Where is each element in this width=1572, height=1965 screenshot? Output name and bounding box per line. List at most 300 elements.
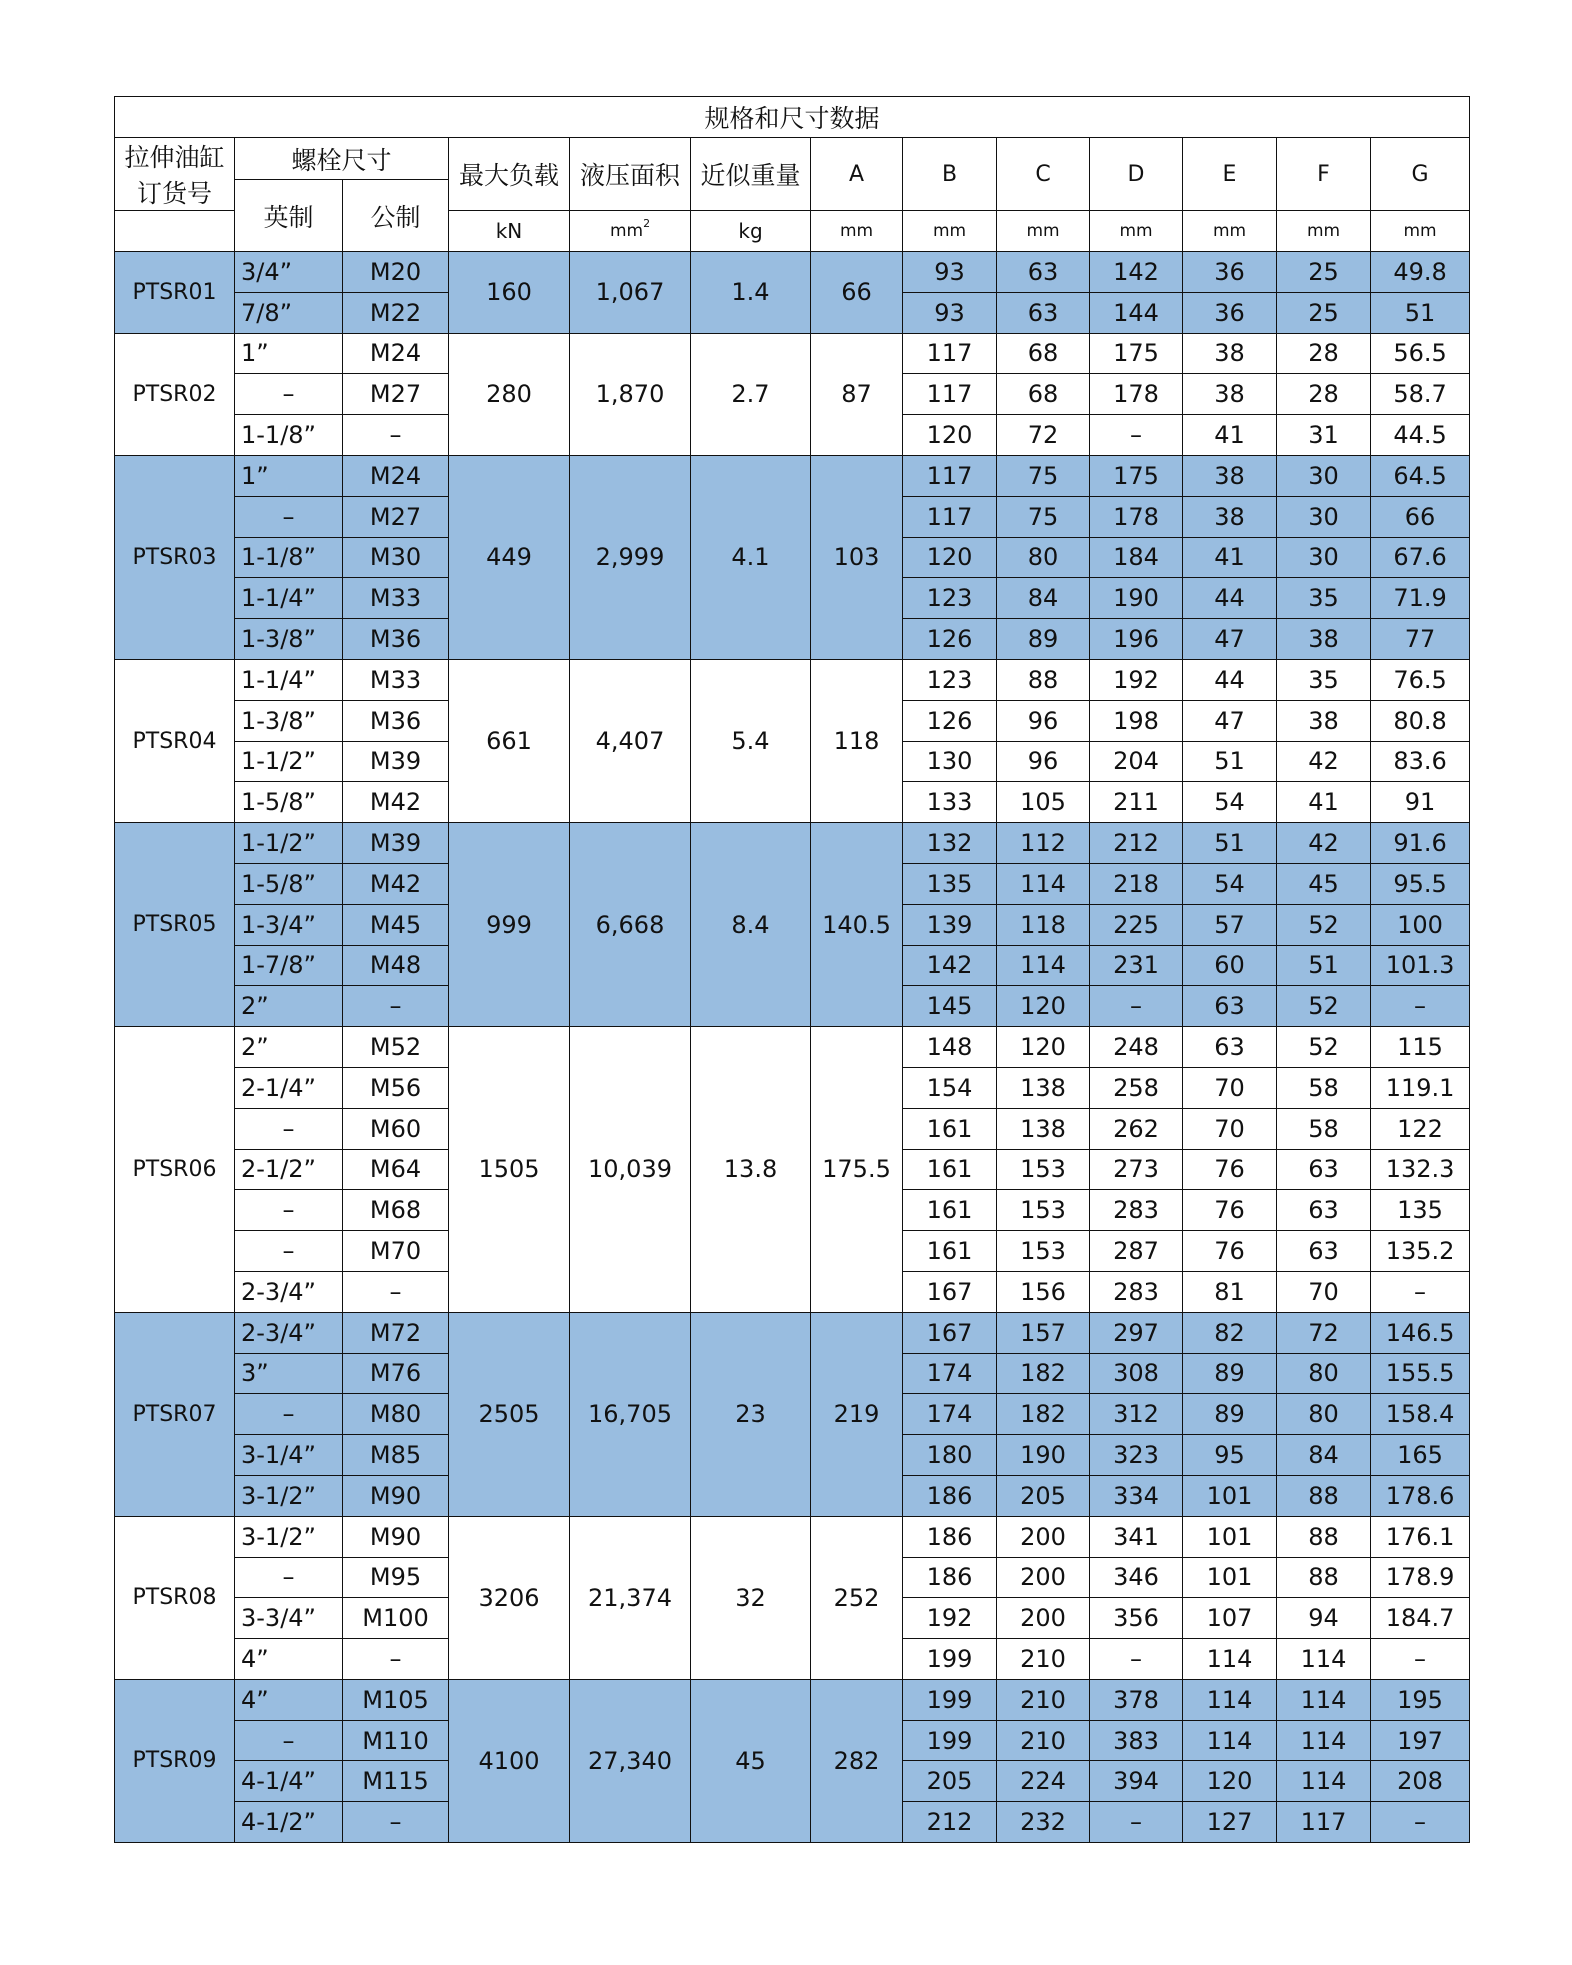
imperial-cell: 1” bbox=[235, 333, 343, 374]
col-b-cell: 180 bbox=[903, 1435, 997, 1476]
table-row bbox=[115, 455, 1470, 496]
imperial-cell: 1” bbox=[235, 455, 343, 496]
col-c-cell: 210 bbox=[997, 1679, 1090, 1720]
col-g-cell: – bbox=[1371, 1271, 1470, 1312]
metric-cell: M90 bbox=[343, 1475, 449, 1516]
col-c-cell: 156 bbox=[997, 1271, 1090, 1312]
header-col-f: F bbox=[1277, 138, 1371, 211]
weight-cell: 5.4 bbox=[691, 659, 811, 822]
col-f-cell: 35 bbox=[1277, 659, 1371, 700]
col-a-cell: 66 bbox=[811, 252, 903, 334]
col-e-cell: 95 bbox=[1183, 1435, 1277, 1476]
col-g-cell: 135 bbox=[1371, 1190, 1470, 1231]
col-b-cell: 161 bbox=[903, 1231, 997, 1272]
col-d-cell: 184 bbox=[1090, 537, 1183, 578]
col-c-cell: 96 bbox=[997, 700, 1090, 741]
table-row bbox=[115, 1516, 1470, 1557]
col-f-cell: 80 bbox=[1277, 1394, 1371, 1435]
col-g-cell: 83.6 bbox=[1371, 741, 1470, 782]
col-g-cell: 71.9 bbox=[1371, 578, 1470, 619]
area-cell: 1,870 bbox=[570, 333, 691, 455]
col-b-cell: 174 bbox=[903, 1394, 997, 1435]
col-g-cell: 184.7 bbox=[1371, 1598, 1470, 1639]
col-b-cell: 142 bbox=[903, 945, 997, 986]
table-row bbox=[115, 1027, 1470, 1068]
table-body bbox=[115, 252, 1470, 1843]
header-approx-weight: 近似重量 bbox=[691, 138, 811, 211]
imperial-cell: 1-1/2” bbox=[235, 823, 343, 864]
col-f-cell: 52 bbox=[1277, 904, 1371, 945]
metric-cell: M33 bbox=[343, 578, 449, 619]
col-g-cell: – bbox=[1371, 986, 1470, 1027]
col-g-cell: 95.5 bbox=[1371, 863, 1470, 904]
header-metric: 公制 bbox=[343, 180, 449, 252]
col-e-cell: 63 bbox=[1183, 986, 1277, 1027]
col-f-cell: 88 bbox=[1277, 1557, 1371, 1598]
unit-col-f: mm bbox=[1277, 211, 1371, 252]
metric-cell: M33 bbox=[343, 659, 449, 700]
col-g-cell: 91.6 bbox=[1371, 823, 1470, 864]
imperial-cell: 1-5/8” bbox=[235, 782, 343, 823]
metric-cell: – bbox=[343, 1271, 449, 1312]
col-e-cell: 47 bbox=[1183, 619, 1277, 660]
model-cell: PTSR03 bbox=[115, 455, 235, 659]
metric-cell: M105 bbox=[343, 1679, 449, 1720]
unit-col-b: mm bbox=[903, 211, 997, 252]
col-e-cell: 101 bbox=[1183, 1475, 1277, 1516]
col-f-cell: 114 bbox=[1277, 1761, 1371, 1802]
col-e-cell: 76 bbox=[1183, 1190, 1277, 1231]
imperial-cell: 4-1/4” bbox=[235, 1761, 343, 1802]
col-c-cell: 114 bbox=[997, 945, 1090, 986]
col-g-cell: 115 bbox=[1371, 1027, 1470, 1068]
col-g-cell: 176.1 bbox=[1371, 1516, 1470, 1557]
col-e-cell: 38 bbox=[1183, 374, 1277, 415]
col-d-cell: 383 bbox=[1090, 1720, 1183, 1761]
weight-cell: 32 bbox=[691, 1516, 811, 1679]
imperial-cell: 2-3/4” bbox=[235, 1271, 343, 1312]
model-cell: PTSR01 bbox=[115, 252, 235, 334]
area-cell: 6,668 bbox=[570, 823, 691, 1027]
imperial-cell: – bbox=[235, 1720, 343, 1761]
col-e-cell: 89 bbox=[1183, 1353, 1277, 1394]
col-b-cell: 93 bbox=[903, 252, 997, 293]
col-e-cell: 114 bbox=[1183, 1720, 1277, 1761]
header-bolt-size: 螺栓尺寸 bbox=[235, 138, 449, 180]
max-load-cell: 1505 bbox=[449, 1027, 570, 1313]
col-d-cell: 175 bbox=[1090, 455, 1183, 496]
area-cell: 16,705 bbox=[570, 1312, 691, 1516]
model-cell: PTSR06 bbox=[115, 1027, 235, 1313]
header-max-load: 最大负载 bbox=[449, 138, 570, 211]
col-e-cell: 57 bbox=[1183, 904, 1277, 945]
metric-cell: M60 bbox=[343, 1108, 449, 1149]
col-c-cell: 80 bbox=[997, 537, 1090, 578]
col-d-cell: 225 bbox=[1090, 904, 1183, 945]
col-d-cell: 178 bbox=[1090, 496, 1183, 537]
max-load-cell: 160 bbox=[449, 252, 570, 334]
col-g-cell: 178.9 bbox=[1371, 1557, 1470, 1598]
imperial-cell: 1-1/4” bbox=[235, 578, 343, 619]
col-d-cell: 211 bbox=[1090, 782, 1183, 823]
col-c-cell: 153 bbox=[997, 1190, 1090, 1231]
table-row bbox=[115, 659, 1470, 700]
col-f-cell: 114 bbox=[1277, 1720, 1371, 1761]
imperial-cell: 1-1/2” bbox=[235, 741, 343, 782]
area-cell: 21,374 bbox=[570, 1516, 691, 1679]
imperial-cell: 1-1/8” bbox=[235, 415, 343, 456]
col-d-cell: 178 bbox=[1090, 374, 1183, 415]
col-d-cell: 218 bbox=[1090, 863, 1183, 904]
col-f-cell: 88 bbox=[1277, 1516, 1371, 1557]
unit-col-e: mm bbox=[1183, 211, 1277, 252]
col-e-cell: 54 bbox=[1183, 782, 1277, 823]
col-d-cell: 248 bbox=[1090, 1027, 1183, 1068]
col-d-cell: 356 bbox=[1090, 1598, 1183, 1639]
col-c-cell: 84 bbox=[997, 578, 1090, 619]
unit-approx-weight: kg bbox=[691, 211, 811, 252]
col-e-cell: 44 bbox=[1183, 578, 1277, 619]
col-c-cell: 120 bbox=[997, 986, 1090, 1027]
metric-cell: M42 bbox=[343, 782, 449, 823]
table-row bbox=[115, 1679, 1470, 1720]
imperial-cell: 2” bbox=[235, 986, 343, 1027]
col-b-cell: 117 bbox=[903, 455, 997, 496]
col-f-cell: 25 bbox=[1277, 252, 1371, 293]
col-e-cell: 120 bbox=[1183, 1761, 1277, 1802]
col-c-cell: 72 bbox=[997, 415, 1090, 456]
header-col-b: B bbox=[903, 138, 997, 211]
unit-col-g: mm bbox=[1371, 211, 1470, 252]
col-f-cell: 25 bbox=[1277, 292, 1371, 333]
col-b-cell: 123 bbox=[903, 659, 997, 700]
col-b-cell: 161 bbox=[903, 1149, 997, 1190]
col-d-cell: 192 bbox=[1090, 659, 1183, 700]
col-f-cell: 117 bbox=[1277, 1802, 1371, 1843]
imperial-cell: 3/4” bbox=[235, 252, 343, 293]
model-cell: PTSR04 bbox=[115, 659, 235, 822]
col-g-cell: 101.3 bbox=[1371, 945, 1470, 986]
col-f-cell: 31 bbox=[1277, 415, 1371, 456]
col-b-cell: 161 bbox=[903, 1190, 997, 1231]
col-f-cell: 88 bbox=[1277, 1475, 1371, 1516]
metric-cell: M30 bbox=[343, 537, 449, 578]
max-load-cell: 4100 bbox=[449, 1679, 570, 1842]
col-g-cell: 132.3 bbox=[1371, 1149, 1470, 1190]
area-cell: 4,407 bbox=[570, 659, 691, 822]
col-b-cell: 145 bbox=[903, 986, 997, 1027]
col-b-cell: 132 bbox=[903, 823, 997, 864]
imperial-cell: 1-3/4” bbox=[235, 904, 343, 945]
col-g-cell: 56.5 bbox=[1371, 333, 1470, 374]
col-c-cell: 200 bbox=[997, 1516, 1090, 1557]
col-f-cell: 42 bbox=[1277, 823, 1371, 864]
col-b-cell: 93 bbox=[903, 292, 997, 333]
col-c-cell: 68 bbox=[997, 374, 1090, 415]
imperial-cell: 3-3/4” bbox=[235, 1598, 343, 1639]
col-c-cell: 200 bbox=[997, 1598, 1090, 1639]
model-cell: PTSR07 bbox=[115, 1312, 235, 1516]
metric-cell: M68 bbox=[343, 1190, 449, 1231]
col-b-cell: 174 bbox=[903, 1353, 997, 1394]
imperial-cell: 1-3/8” bbox=[235, 619, 343, 660]
col-c-cell: 210 bbox=[997, 1720, 1090, 1761]
metric-cell: – bbox=[343, 1802, 449, 1843]
col-g-cell: 178.6 bbox=[1371, 1475, 1470, 1516]
col-c-cell: 190 bbox=[997, 1435, 1090, 1476]
header-col-g: G bbox=[1371, 138, 1470, 211]
col-d-cell: 283 bbox=[1090, 1190, 1183, 1231]
col-b-cell: 148 bbox=[903, 1027, 997, 1068]
col-d-cell: 175 bbox=[1090, 333, 1183, 374]
col-d-cell: 198 bbox=[1090, 700, 1183, 741]
col-c-cell: 224 bbox=[997, 1761, 1090, 1802]
col-e-cell: 60 bbox=[1183, 945, 1277, 986]
col-c-cell: 210 bbox=[997, 1639, 1090, 1680]
weight-cell: 1.4 bbox=[691, 252, 811, 334]
max-load-cell: 449 bbox=[449, 455, 570, 659]
col-d-cell: 334 bbox=[1090, 1475, 1183, 1516]
header-col-c: C bbox=[997, 138, 1090, 211]
col-d-cell: – bbox=[1090, 415, 1183, 456]
imperial-cell: 1-5/8” bbox=[235, 863, 343, 904]
col-b-cell: 186 bbox=[903, 1516, 997, 1557]
col-d-cell: 144 bbox=[1090, 292, 1183, 333]
col-d-cell: 323 bbox=[1090, 1435, 1183, 1476]
col-d-cell: 258 bbox=[1090, 1067, 1183, 1108]
metric-cell: M95 bbox=[343, 1557, 449, 1598]
col-f-cell: 114 bbox=[1277, 1679, 1371, 1720]
metric-cell: M85 bbox=[343, 1435, 449, 1476]
col-g-cell: – bbox=[1371, 1639, 1470, 1680]
col-b-cell: 120 bbox=[903, 415, 997, 456]
imperial-cell: 1-1/8” bbox=[235, 537, 343, 578]
col-f-cell: 35 bbox=[1277, 578, 1371, 619]
col-e-cell: 41 bbox=[1183, 415, 1277, 456]
col-g-cell: 100 bbox=[1371, 904, 1470, 945]
metric-cell: M115 bbox=[343, 1761, 449, 1802]
col-g-cell: 208 bbox=[1371, 1761, 1470, 1802]
col-b-cell: 117 bbox=[903, 374, 997, 415]
imperial-cell: 4” bbox=[235, 1679, 343, 1720]
col-d-cell: 262 bbox=[1090, 1108, 1183, 1149]
col-a-cell: 175.5 bbox=[811, 1027, 903, 1313]
col-c-cell: 114 bbox=[997, 863, 1090, 904]
metric-cell: M56 bbox=[343, 1067, 449, 1108]
col-e-cell: 89 bbox=[1183, 1394, 1277, 1435]
col-a-cell: 219 bbox=[811, 1312, 903, 1516]
table-title: 规格和尺寸数据 bbox=[115, 97, 1470, 138]
col-e-cell: 127 bbox=[1183, 1802, 1277, 1843]
col-g-cell: 64.5 bbox=[1371, 455, 1470, 496]
imperial-cell: 3-1/2” bbox=[235, 1516, 343, 1557]
weight-cell: 23 bbox=[691, 1312, 811, 1516]
col-e-cell: 54 bbox=[1183, 863, 1277, 904]
col-e-cell: 114 bbox=[1183, 1679, 1277, 1720]
col-b-cell: 135 bbox=[903, 863, 997, 904]
col-b-cell: 130 bbox=[903, 741, 997, 782]
imperial-cell: 2-3/4” bbox=[235, 1312, 343, 1353]
col-g-cell: 135.2 bbox=[1371, 1231, 1470, 1272]
header-col-a: A bbox=[811, 138, 903, 211]
header-col-d: D bbox=[1090, 138, 1183, 211]
col-e-cell: 38 bbox=[1183, 333, 1277, 374]
col-f-cell: 52 bbox=[1277, 986, 1371, 1027]
col-c-cell: 105 bbox=[997, 782, 1090, 823]
col-f-cell: 41 bbox=[1277, 782, 1371, 823]
imperial-cell: 7/8” bbox=[235, 292, 343, 333]
col-c-cell: 205 bbox=[997, 1475, 1090, 1516]
col-e-cell: 81 bbox=[1183, 1271, 1277, 1312]
col-e-cell: 76 bbox=[1183, 1149, 1277, 1190]
metric-cell: – bbox=[343, 1639, 449, 1680]
col-c-cell: 63 bbox=[997, 252, 1090, 293]
metric-cell: M52 bbox=[343, 1027, 449, 1068]
col-c-cell: 138 bbox=[997, 1067, 1090, 1108]
col-b-cell: 186 bbox=[903, 1557, 997, 1598]
imperial-cell: 2-1/2” bbox=[235, 1149, 343, 1190]
col-b-cell: 167 bbox=[903, 1312, 997, 1353]
col-g-cell: 119.1 bbox=[1371, 1067, 1470, 1108]
col-f-cell: 84 bbox=[1277, 1435, 1371, 1476]
imperial-cell: 2-1/4” bbox=[235, 1067, 343, 1108]
col-g-cell: 76.5 bbox=[1371, 659, 1470, 700]
col-b-cell: 199 bbox=[903, 1639, 997, 1680]
col-c-cell: 157 bbox=[997, 1312, 1090, 1353]
imperial-cell: 3-1/4” bbox=[235, 1435, 343, 1476]
col-e-cell: 51 bbox=[1183, 741, 1277, 782]
col-d-cell: 341 bbox=[1090, 1516, 1183, 1557]
header-col-e: E bbox=[1183, 138, 1277, 211]
header-order-no: 拉伸油缸 订货号 bbox=[115, 138, 235, 211]
imperial-cell: 4” bbox=[235, 1639, 343, 1680]
col-d-cell: 204 bbox=[1090, 741, 1183, 782]
col-c-cell: 96 bbox=[997, 741, 1090, 782]
col-b-cell: 117 bbox=[903, 496, 997, 537]
col-b-cell: 126 bbox=[903, 700, 997, 741]
col-b-cell: 133 bbox=[903, 782, 997, 823]
unit-spacer bbox=[115, 211, 235, 252]
col-g-cell: 197 bbox=[1371, 1720, 1470, 1761]
col-a-cell: 252 bbox=[811, 1516, 903, 1679]
col-b-cell: 199 bbox=[903, 1679, 997, 1720]
col-b-cell: 186 bbox=[903, 1475, 997, 1516]
col-b-cell: 117 bbox=[903, 333, 997, 374]
col-e-cell: 70 bbox=[1183, 1067, 1277, 1108]
col-b-cell: 212 bbox=[903, 1802, 997, 1843]
table-row bbox=[115, 252, 1470, 293]
col-e-cell: 36 bbox=[1183, 292, 1277, 333]
metric-cell: M110 bbox=[343, 1720, 449, 1761]
metric-cell: M80 bbox=[343, 1394, 449, 1435]
area-cell: 1,067 bbox=[570, 252, 691, 334]
max-load-cell: 280 bbox=[449, 333, 570, 455]
col-f-cell: 28 bbox=[1277, 333, 1371, 374]
model-cell: PTSR05 bbox=[115, 823, 235, 1027]
unit-col-d: mm bbox=[1090, 211, 1183, 252]
col-e-cell: 38 bbox=[1183, 496, 1277, 537]
imperial-cell: – bbox=[235, 1394, 343, 1435]
imperial-cell: 4-1/2” bbox=[235, 1802, 343, 1843]
col-f-cell: 63 bbox=[1277, 1190, 1371, 1231]
col-d-cell: – bbox=[1090, 986, 1183, 1027]
col-f-cell: 30 bbox=[1277, 455, 1371, 496]
col-d-cell: 308 bbox=[1090, 1353, 1183, 1394]
col-d-cell: 297 bbox=[1090, 1312, 1183, 1353]
header-hydraulic-area: 液压面积 bbox=[570, 138, 691, 211]
col-g-cell: 122 bbox=[1371, 1108, 1470, 1149]
metric-cell: M24 bbox=[343, 455, 449, 496]
col-e-cell: 107 bbox=[1183, 1598, 1277, 1639]
col-b-cell: 154 bbox=[903, 1067, 997, 1108]
imperial-cell: – bbox=[235, 374, 343, 415]
col-b-cell: 120 bbox=[903, 537, 997, 578]
col-f-cell: 30 bbox=[1277, 496, 1371, 537]
col-a-cell: 282 bbox=[811, 1679, 903, 1842]
col-b-cell: 192 bbox=[903, 1598, 997, 1639]
col-a-cell: 103 bbox=[811, 455, 903, 659]
metric-cell: M39 bbox=[343, 823, 449, 864]
col-c-cell: 75 bbox=[997, 455, 1090, 496]
col-g-cell: 67.6 bbox=[1371, 537, 1470, 578]
imperial-cell: 3” bbox=[235, 1353, 343, 1394]
col-d-cell: 312 bbox=[1090, 1394, 1183, 1435]
col-a-cell: 87 bbox=[811, 333, 903, 455]
col-d-cell: 142 bbox=[1090, 252, 1183, 293]
col-g-cell: 66 bbox=[1371, 496, 1470, 537]
table-row bbox=[115, 333, 1470, 374]
col-d-cell: – bbox=[1090, 1802, 1183, 1843]
metric-cell: M45 bbox=[343, 904, 449, 945]
col-e-cell: 70 bbox=[1183, 1108, 1277, 1149]
model-cell: PTSR09 bbox=[115, 1679, 235, 1842]
weight-cell: 45 bbox=[691, 1679, 811, 1842]
col-d-cell: 283 bbox=[1090, 1271, 1183, 1312]
col-g-cell: 77 bbox=[1371, 619, 1470, 660]
model-cell: PTSR08 bbox=[115, 1516, 235, 1679]
spec-table bbox=[114, 96, 1470, 1843]
col-c-cell: 88 bbox=[997, 659, 1090, 700]
col-c-cell: 153 bbox=[997, 1231, 1090, 1272]
col-b-cell: 139 bbox=[903, 904, 997, 945]
metric-cell: M64 bbox=[343, 1149, 449, 1190]
col-g-cell: 44.5 bbox=[1371, 415, 1470, 456]
metric-cell: M100 bbox=[343, 1598, 449, 1639]
col-c-cell: 232 bbox=[997, 1802, 1090, 1843]
table-row bbox=[115, 823, 1470, 864]
col-f-cell: 58 bbox=[1277, 1108, 1371, 1149]
area-cell: 10,039 bbox=[570, 1027, 691, 1313]
col-d-cell: 273 bbox=[1090, 1149, 1183, 1190]
col-d-cell: 212 bbox=[1090, 823, 1183, 864]
imperial-cell: 1-1/4” bbox=[235, 659, 343, 700]
col-c-cell: 89 bbox=[997, 619, 1090, 660]
metric-cell: M70 bbox=[343, 1231, 449, 1272]
col-g-cell: – bbox=[1371, 1802, 1470, 1843]
col-a-cell: 118 bbox=[811, 659, 903, 822]
weight-cell: 13.8 bbox=[691, 1027, 811, 1313]
imperial-cell: 2” bbox=[235, 1027, 343, 1068]
col-e-cell: 44 bbox=[1183, 659, 1277, 700]
col-f-cell: 28 bbox=[1277, 374, 1371, 415]
col-g-cell: 80.8 bbox=[1371, 700, 1470, 741]
col-c-cell: 182 bbox=[997, 1353, 1090, 1394]
weight-cell: 2.7 bbox=[691, 333, 811, 455]
metric-cell: M76 bbox=[343, 1353, 449, 1394]
col-d-cell: 287 bbox=[1090, 1231, 1183, 1272]
col-g-cell: 158.4 bbox=[1371, 1394, 1470, 1435]
col-c-cell: 68 bbox=[997, 333, 1090, 374]
